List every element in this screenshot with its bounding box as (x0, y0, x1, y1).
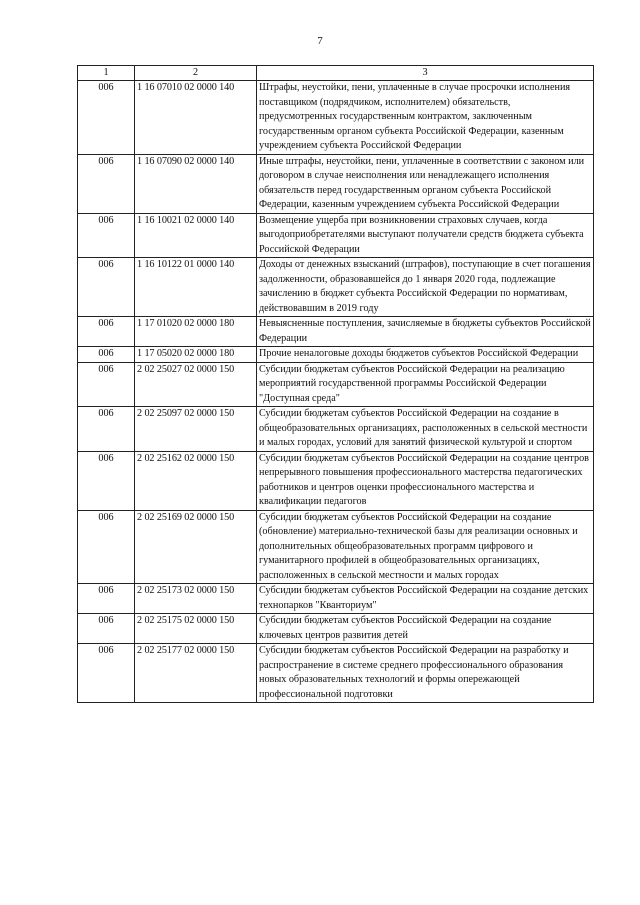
admin-code-cell: 006 (78, 154, 135, 213)
revenue-name-cell: Невыясненные поступления, зачисляемые в бюджеты субъектов Российской Федерации (257, 317, 594, 347)
admin-code-cell: 006 (78, 347, 135, 363)
admin-code-cell: 006 (78, 510, 135, 584)
budget-code-cell: 1 16 10021 02 0000 140 (135, 213, 257, 258)
budget-code-cell: 1 16 07010 02 0000 140 (135, 81, 257, 155)
table-row (78, 614, 594, 644)
table-row (78, 510, 594, 584)
table-row (78, 644, 594, 703)
budget-code-cell: 1 16 07090 02 0000 140 (135, 154, 257, 213)
revenue-name-cell: Прочие неналоговые доходы бюджетов субъектов Российской Федерации (257, 347, 594, 363)
admin-code-cell: 006 (78, 81, 135, 155)
budget-code-cell: 2 02 25097 02 0000 150 (135, 407, 257, 452)
revenue-name-cell: Субсидии бюджетам субъектов Российской Федерации на создание (обновление) материально-технической базы для реализации основных и дополнительных общеобразовательных программ цифрового и гуманитарного профилей в общеобразовательных организациях, расположенных в сельской местности и малых городах (257, 510, 594, 584)
admin-code-cell: 006 (78, 451, 135, 510)
budget-code-cell: 1 16 10122 01 0000 140 (135, 258, 257, 317)
column-header-2: 2 (135, 66, 257, 81)
revenue-name-cell: Субсидии бюджетам субъектов Российской Федерации на создание в общеобразовательных организациях, расположенных в сельской местности и малых городах, условий для занятий физической культурой и спортом (257, 407, 594, 452)
budget-code-cell: 2 02 25175 02 0000 150 (135, 614, 257, 644)
budget-code-cell: 2 02 25169 02 0000 150 (135, 510, 257, 584)
revenue-name-cell: Субсидии бюджетам субъектов Российской Федерации на создание детских технопарков "Кванториум" (257, 584, 594, 614)
table-row (78, 317, 594, 347)
table-row (78, 213, 594, 258)
admin-code-cell: 006 (78, 584, 135, 614)
revenue-name-cell: Субсидии бюджетам субъектов Российской Федерации на создание ключевых центров развития детей (257, 614, 594, 644)
budget-code-cell: 1 17 01020 02 0000 180 (135, 317, 257, 347)
table-row (78, 584, 594, 614)
column-header-3: 3 (257, 66, 594, 81)
revenue-name-cell: Субсидии бюджетам субъектов Российской Федерации на разработку и распространение в системе среднего профессионального образования новых образовательных технологий и формы опережающей профессиональной подготовки (257, 644, 594, 703)
admin-code-cell: 006 (78, 362, 135, 407)
admin-code-cell: 006 (78, 213, 135, 258)
budget-code-cell: 2 02 25173 02 0000 150 (135, 584, 257, 614)
revenue-name-cell: Субсидии бюджетам субъектов Российской Федерации на реализацию мероприятий государственной программы Российской Федерации "Доступная среда" (257, 362, 594, 407)
budget-code-cell: 2 02 25177 02 0000 150 (135, 644, 257, 703)
revenue-name-cell: Возмещение ущерба при возникновении страховых случаев, когда выгодоприобретателями выступают получатели средств бюджета субъекта Российской Федерации (257, 213, 594, 258)
budget-code-cell: 2 02 25162 02 0000 150 (135, 451, 257, 510)
admin-code-cell: 006 (78, 407, 135, 452)
column-header-1: 1 (78, 66, 135, 81)
budget-code-cell: 1 17 05020 02 0000 180 (135, 347, 257, 363)
table-row (78, 451, 594, 510)
admin-code-cell: 006 (78, 317, 135, 347)
admin-code-cell: 006 (78, 258, 135, 317)
revenue-name-cell: Штрафы, неустойки, пени, уплаченные в случае просрочки исполнения поставщиком (подрядчиком, исполнителем) обязательств, предусмотренных государственным контрактом, заключенным государственным органом субъекта Российской Федерации, казенным учреждением субъекта Российской Федерации (257, 81, 594, 155)
table-row (78, 81, 594, 155)
revenue-name-cell: Доходы от денежных взысканий (штрафов), поступающие в счет погашения задолженности, образовавшейся до 1 января 2020 года, подлежащие зачислению в бюджет субъекта Российской Федерации по нормативам, действовавшим в 2019 году (257, 258, 594, 317)
table-row (78, 154, 594, 213)
table-row (78, 258, 594, 317)
admin-code-cell: 006 (78, 644, 135, 703)
revenue-codes-table (77, 65, 594, 703)
table-row (78, 347, 594, 363)
budget-code-cell: 2 02 25027 02 0000 150 (135, 362, 257, 407)
table-header-row (78, 66, 594, 81)
table-body (78, 81, 594, 703)
page-number: 7 (317, 35, 323, 47)
table-row (78, 362, 594, 407)
admin-code-cell: 006 (78, 614, 135, 644)
table-row (78, 407, 594, 452)
revenue-name-cell: Иные штрафы, неустойки, пени, уплаченные в соответствии с законом или договором в случае неисполнения или ненадлежащего исполнения обязательств перед государственным органом субъекта Российской Федерации, казенным учреждением субъекта Российской Федерации (257, 154, 594, 213)
revenue-name-cell: Субсидии бюджетам субъектов Российской Федерации на создание центров непрерывного повышения профессионального мастерства педагогических работников и центров оценки профессионального мастерства и квалификации педагогов (257, 451, 594, 510)
